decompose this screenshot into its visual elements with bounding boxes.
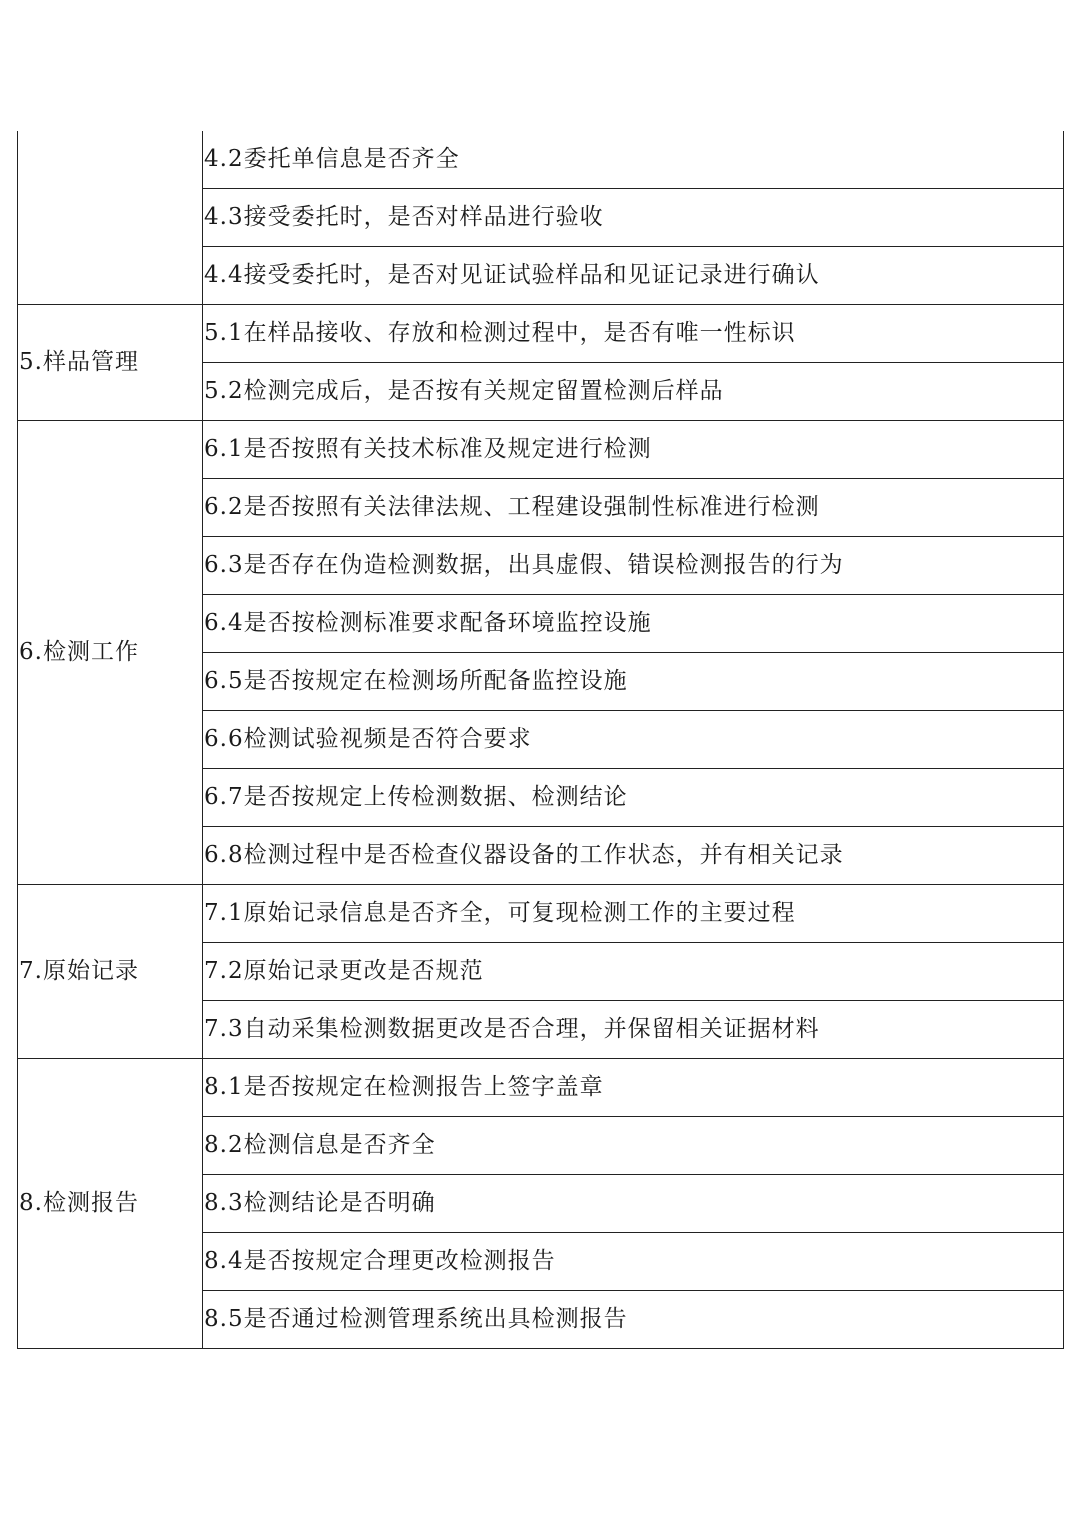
check-item-cell: 6.5是否按规定在检测场所配备监控设施 (203, 653, 1064, 711)
check-item-cell: 4.3接受委托时，是否对样品进行验收 (203, 189, 1064, 247)
check-item-cell: 8.3检测结论是否明确 (203, 1175, 1064, 1233)
category-cell: 8.检测报告 (18, 1059, 203, 1349)
inspection-checklist-table (17, 131, 1064, 1349)
check-item-cell: 6.3是否存在伪造检测数据，出具虚假、错误检测报告的行为 (203, 537, 1064, 595)
check-item-cell: 8.1是否按规定在检测报告上签字盖章 (203, 1059, 1064, 1117)
check-item-cell: 6.1是否按照有关技术标准及规定进行检测 (203, 421, 1064, 479)
check-item-cell: 8.4是否按规定合理更改检测报告 (203, 1233, 1064, 1291)
check-item-cell: 8.5是否通过检测管理系统出具检测报告 (203, 1291, 1064, 1349)
check-item-cell: 6.2是否按照有关法律法规、工程建设强制性标准进行检测 (203, 479, 1064, 537)
check-item-cell: 5.2检测完成后，是否按有关规定留置检测后样品 (203, 363, 1064, 421)
table-row (18, 305, 1064, 363)
check-item-cell: 7.3自动采集检测数据更改是否合理，并保留相关证据材料 (203, 1001, 1064, 1059)
check-item-cell: 6.4是否按检测标准要求配备环境监控设施 (203, 595, 1064, 653)
category-cell: 6.检测工作 (18, 421, 203, 885)
table-row (18, 421, 1064, 479)
checklist-body (18, 131, 1064, 1349)
check-item-cell: 8.2检测信息是否齐全 (203, 1117, 1064, 1175)
check-item-cell: 7.2原始记录更改是否规范 (203, 943, 1064, 1001)
category-cell: 7.原始记录 (18, 885, 203, 1059)
check-item-cell: 6.8检测过程中是否检查仪器设备的工作状态，并有相关记录 (203, 827, 1064, 885)
check-item-cell: 6.6检测试验视频是否符合要求 (203, 711, 1064, 769)
check-item-cell: 7.1原始记录信息是否齐全，可复现检测工作的主要过程 (203, 885, 1064, 943)
check-item-cell: 4.4接受委托时，是否对见证试验样品和见证记录进行确认 (203, 247, 1064, 305)
check-item-cell: 6.7是否按规定上传检测数据、检测结论 (203, 769, 1064, 827)
table-row (18, 885, 1064, 943)
check-item-cell: 5.1在样品接收、存放和检测过程中，是否有唯一性标识 (203, 305, 1064, 363)
table-row (18, 131, 1064, 189)
category-cell: 5.样品管理 (18, 305, 203, 421)
table-row (18, 1059, 1064, 1117)
check-item-cell: 4.2委托单信息是否齐全 (203, 131, 1064, 189)
category-cell (18, 131, 203, 305)
